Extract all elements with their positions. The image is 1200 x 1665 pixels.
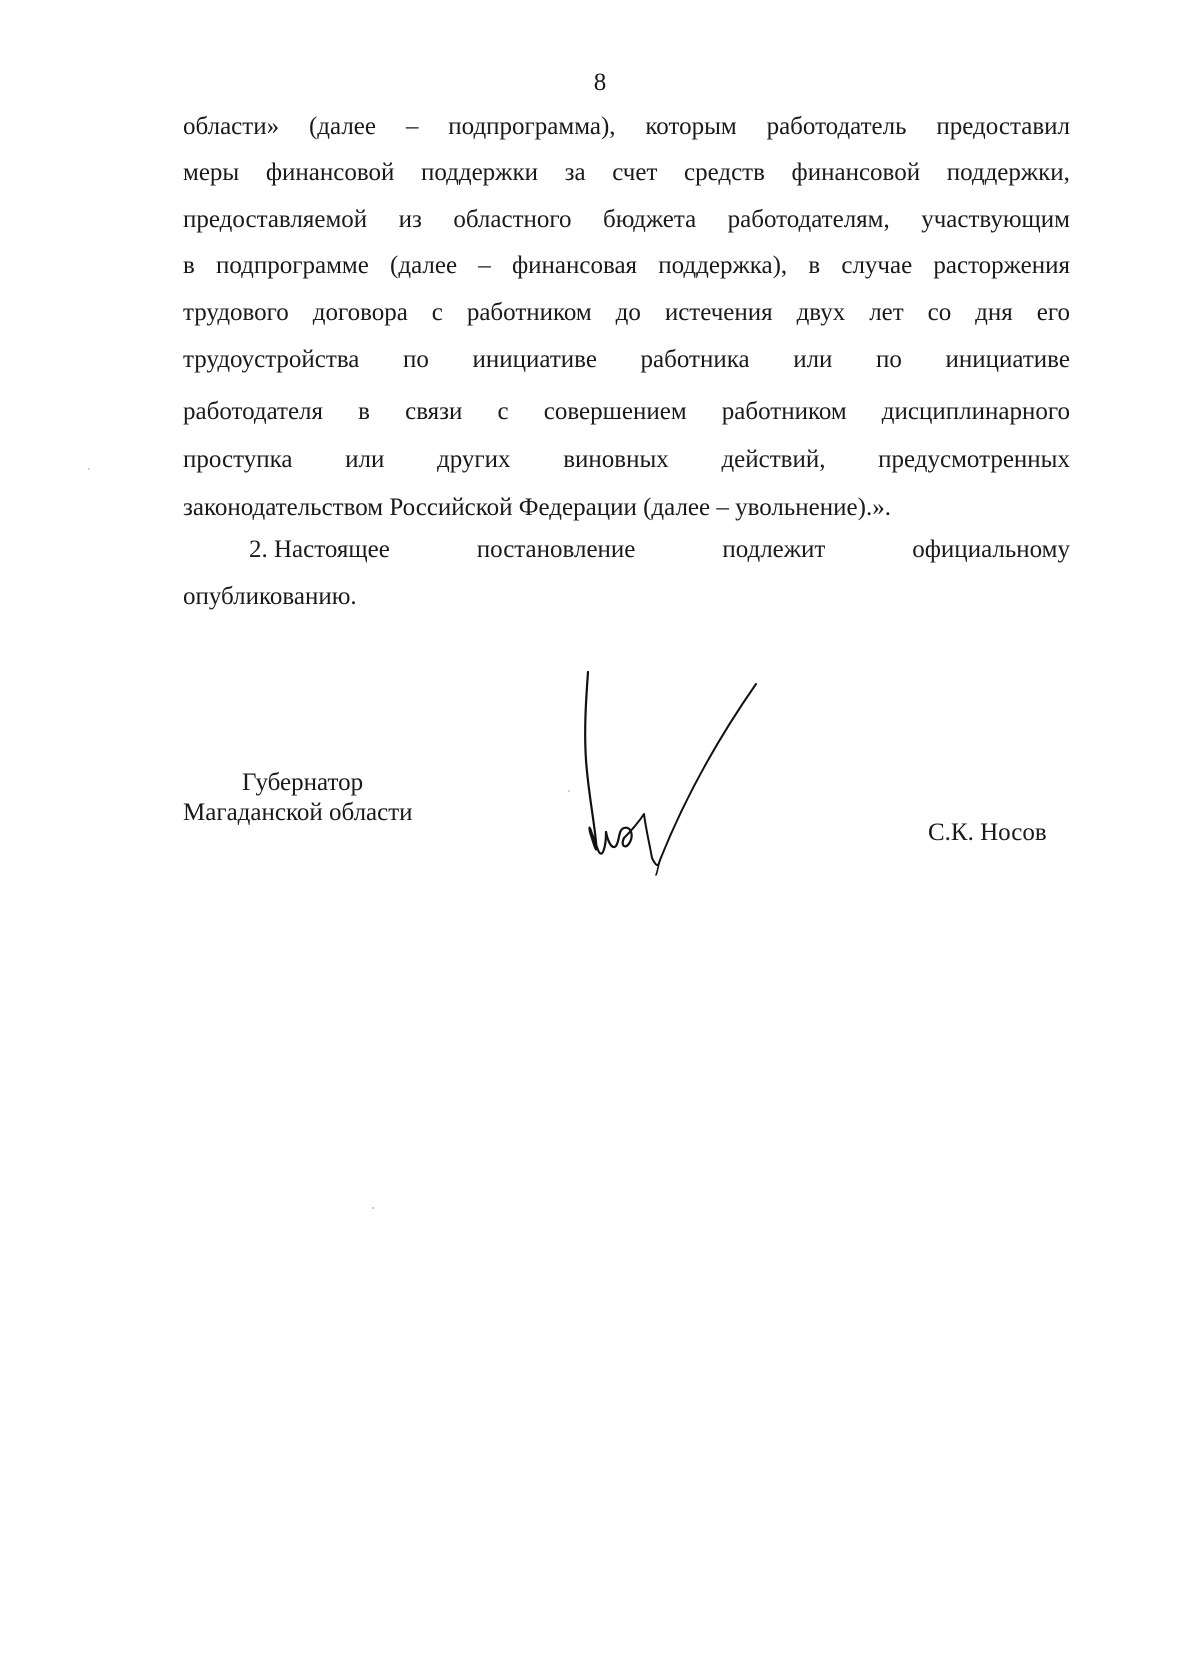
body-word: (далее — [308, 113, 376, 140]
body-word: средств — [684, 159, 765, 186]
body-word: трудового — [183, 299, 289, 326]
body-word: в — [808, 252, 821, 279]
page-number: 8 — [593, 69, 607, 96]
body-word: по — [403, 346, 429, 373]
body-word: инициативе — [472, 346, 597, 373]
body-line — [183, 158, 1070, 188]
body-word: случае — [841, 252, 913, 279]
body-word: которым — [645, 113, 737, 140]
handwritten-signature — [580, 670, 810, 910]
paragraph-2-first-line — [249, 535, 1070, 565]
body-word: из — [398, 206, 422, 233]
body-line — [183, 445, 1070, 475]
body-word: подпрограмма), — [448, 113, 616, 140]
body-word: или — [793, 346, 833, 373]
body-word: меры — [183, 159, 240, 186]
body-word: (далее — [390, 252, 458, 279]
body-word: виновных — [563, 446, 669, 473]
body-word: в — [358, 398, 370, 425]
body-word: со — [927, 299, 952, 326]
body-line — [183, 205, 1070, 235]
body-word: предоставил — [936, 113, 1070, 140]
body-word: проступка — [183, 446, 293, 473]
body-word: инициативе — [945, 346, 1070, 373]
scan-speck — [88, 468, 90, 470]
body-word: – — [405, 113, 419, 140]
body-word: истечения — [664, 299, 773, 326]
body-word: поддержка), — [658, 252, 788, 279]
body-word: финансовой — [791, 159, 921, 186]
body-word: или — [345, 446, 385, 473]
paragraph-2-last-line: опубликованию. — [183, 583, 357, 610]
body-word: бюджета — [602, 206, 697, 233]
body-word: предусмотренных — [878, 446, 1070, 473]
body-last-line: законодательством Российской Федерации (далее – увольнение).». — [183, 494, 891, 521]
body-word: финансовой — [265, 159, 395, 186]
body-word: областного — [453, 206, 572, 233]
body-word: лет — [869, 299, 904, 326]
scan-speck — [372, 1207, 374, 1209]
body-word: совершением — [543, 398, 687, 425]
body-word: – — [478, 252, 491, 279]
body-word: работником — [466, 299, 592, 326]
body-word: работодателя — [183, 398, 324, 425]
body-word: двух — [796, 299, 846, 326]
body-word: связи — [405, 398, 463, 425]
body-line — [183, 345, 1070, 375]
body-word: финансовая — [511, 252, 638, 279]
body-word: трудоустройства — [183, 346, 360, 373]
body-line — [183, 251, 1070, 281]
body-word: расторжения — [933, 252, 1070, 279]
body-word: дня — [975, 299, 1013, 326]
paragraph-2-word: постановление — [476, 536, 636, 563]
signatory-title-line-1: Губернатор — [242, 769, 364, 796]
body-word: области» — [183, 113, 280, 140]
body-word: с — [497, 398, 509, 425]
body-word: счет — [612, 159, 658, 186]
body-word: поддержки, — [946, 159, 1070, 186]
body-word: с — [431, 299, 443, 326]
paragraph-2-word: официальному — [912, 536, 1070, 563]
signatory-name: С.К. Носов — [928, 819, 1047, 846]
paragraph-2-word: подлежит — [722, 536, 826, 563]
signatory-title-line-2: Магаданской области — [183, 799, 413, 826]
body-word: действий, — [721, 446, 826, 473]
body-line — [183, 298, 1070, 328]
body-word: предоставляемой — [183, 206, 368, 233]
body-word: работником — [721, 398, 847, 425]
body-word: его — [1036, 299, 1070, 326]
body-word: до — [615, 299, 641, 326]
paragraph-2-word: 2. Настоящее — [249, 536, 390, 563]
body-word: работника — [640, 346, 750, 373]
signatory-title — [183, 768, 413, 828]
body-word: дисциплинарного — [881, 398, 1070, 425]
body-word: договора — [312, 299, 408, 326]
body-word: других — [437, 446, 511, 473]
body-line — [183, 112, 1070, 142]
body-word: работодателям, — [727, 206, 890, 233]
body-line — [183, 397, 1070, 427]
body-word: в — [183, 252, 195, 279]
body-word: по — [876, 346, 902, 373]
body-word: подпрограмме — [216, 252, 369, 279]
body-word: работодатель — [766, 113, 907, 140]
body-word: за — [564, 159, 586, 186]
body-word: поддержки — [420, 159, 538, 186]
scan-speck — [568, 790, 570, 792]
body-word: участвующим — [921, 206, 1070, 233]
